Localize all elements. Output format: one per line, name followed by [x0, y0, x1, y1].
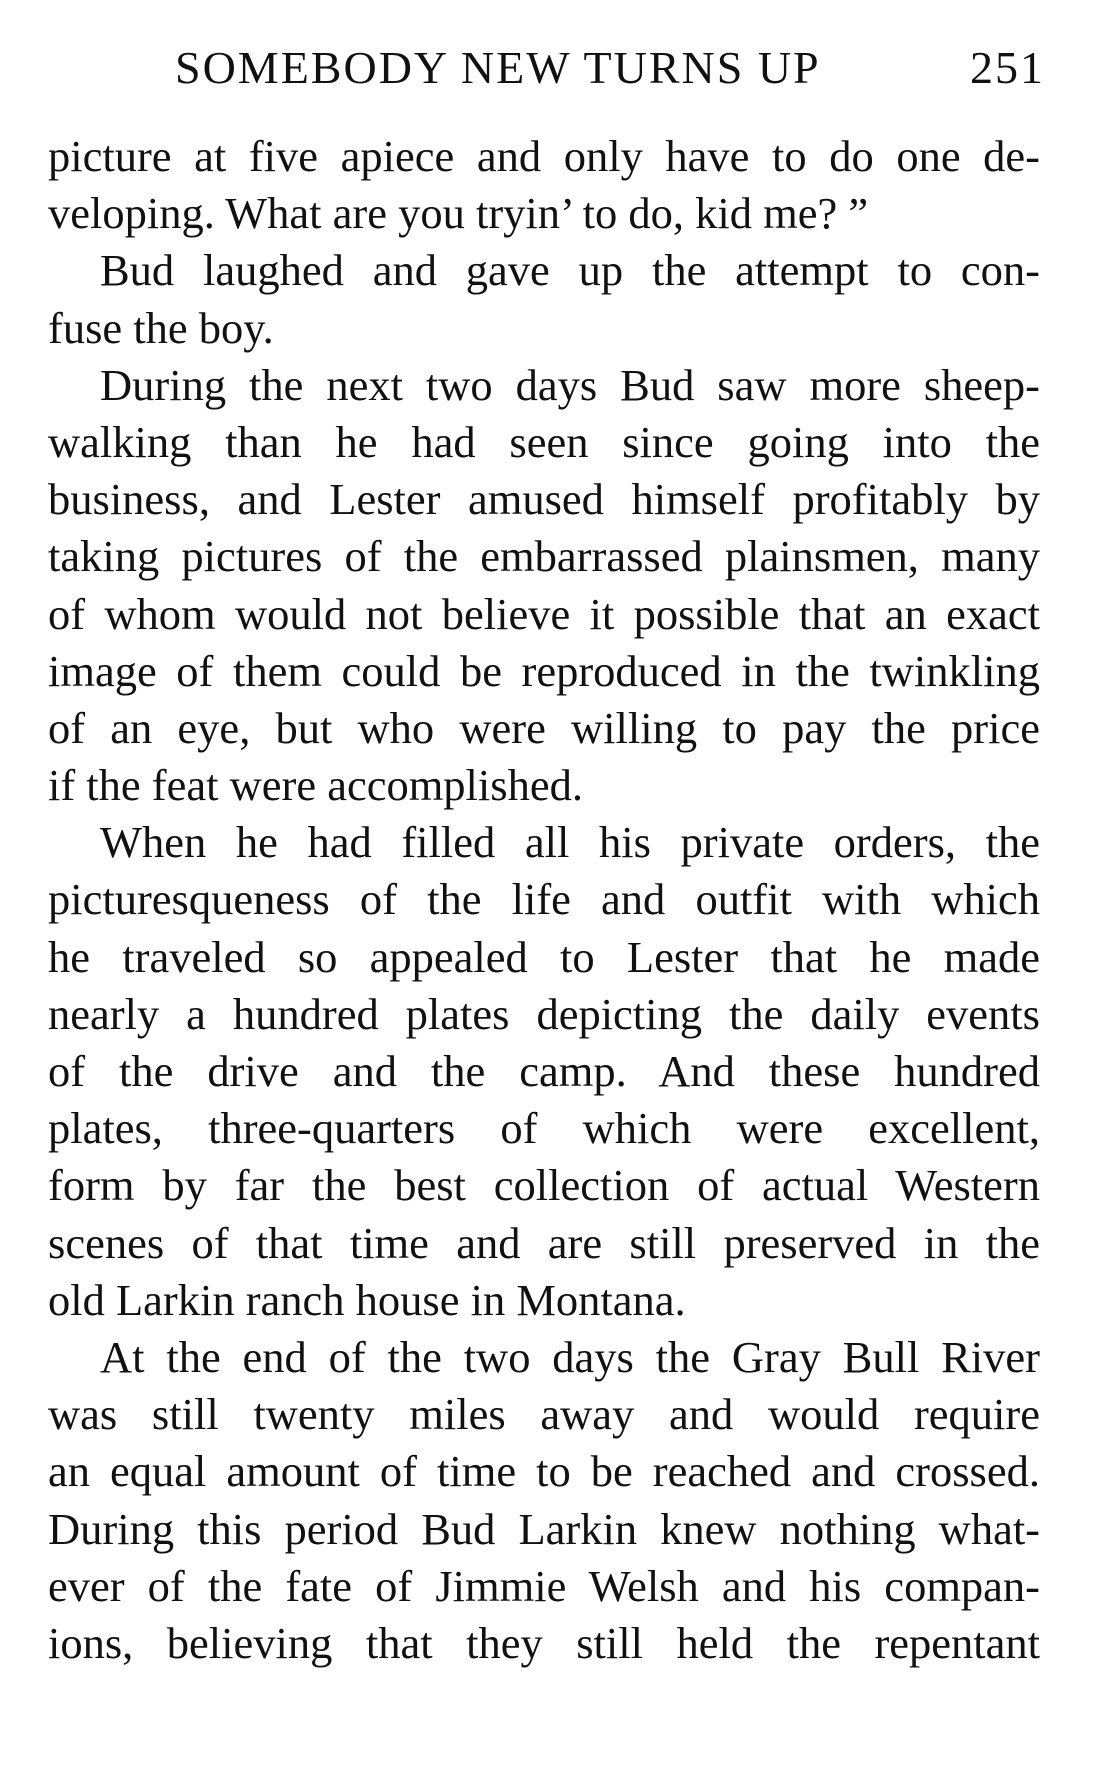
text-line: of whom would not believe it possible that an exact — [48, 588, 1040, 639]
text-line: plates, three-quarters of which were excellent, — [48, 1103, 1040, 1154]
text-line: walking than he had seen since going into the — [48, 416, 1040, 467]
text-line: was still twenty miles away and would require — [48, 1389, 1040, 1440]
text-line: picturesqueness of the life and outfit with which — [48, 874, 1040, 925]
text-line: ever of the fate of Jimmie Welsh and his compan- — [48, 1560, 1040, 1611]
text-line: form by far the best collection of actual Western — [48, 1160, 1040, 1211]
text-line: if the feat were accomplished. — [48, 760, 583, 811]
text-line: nearly a hundred plates depicting the daily events — [48, 988, 1040, 1039]
text-line: old Larkin ranch house in Montana. — [48, 1274, 686, 1325]
text-line: business, and Lester amused himself profitably by — [48, 474, 1040, 525]
text-line: picture at five apiece and only have to do one de- — [48, 131, 1040, 181]
body-text — [48, 128, 1040, 1672]
text-line: During the next two days Bud saw more sheep- — [100, 359, 1040, 410]
text-line: he traveled so appealed to Lester that he made — [48, 931, 1040, 982]
text-line: an equal amount of time to be reached and crossed. — [48, 1446, 1040, 1497]
text-line: of the drive and the camp. And these hundred — [48, 1046, 1040, 1096]
text-line: taking pictures of the embarrassed plainsmen, many — [48, 531, 1040, 582]
running-head — [175, 36, 1045, 100]
text-line: At the end of the two days the Gray Bull River — [100, 1331, 1040, 1382]
text-line: of an eye, but who were willing to pay the price — [48, 702, 1040, 753]
text-line: veloping. What are you tryin’ to do, kid me? ” — [48, 188, 869, 239]
text-line: During this period Bud Larkin knew nothing what- — [48, 1503, 1040, 1554]
text-line: Bud laughed and gave up the attempt to con- — [100, 245, 1040, 296]
text-line: ions, believing that they still held the repentant — [48, 1617, 1040, 1668]
running-head-title: SOMEBODY NEW TURNS UP — [175, 42, 821, 93]
text-line: scenes of that time and are still preserved in the — [48, 1217, 1040, 1268]
text-line: When he had filled all his private orders, the — [100, 817, 1040, 868]
text-line: image of them could be reproduced in the twinkling — [48, 645, 1040, 696]
page-number: 251 — [970, 42, 1045, 93]
text-line: fuse the boy. — [48, 302, 274, 353]
